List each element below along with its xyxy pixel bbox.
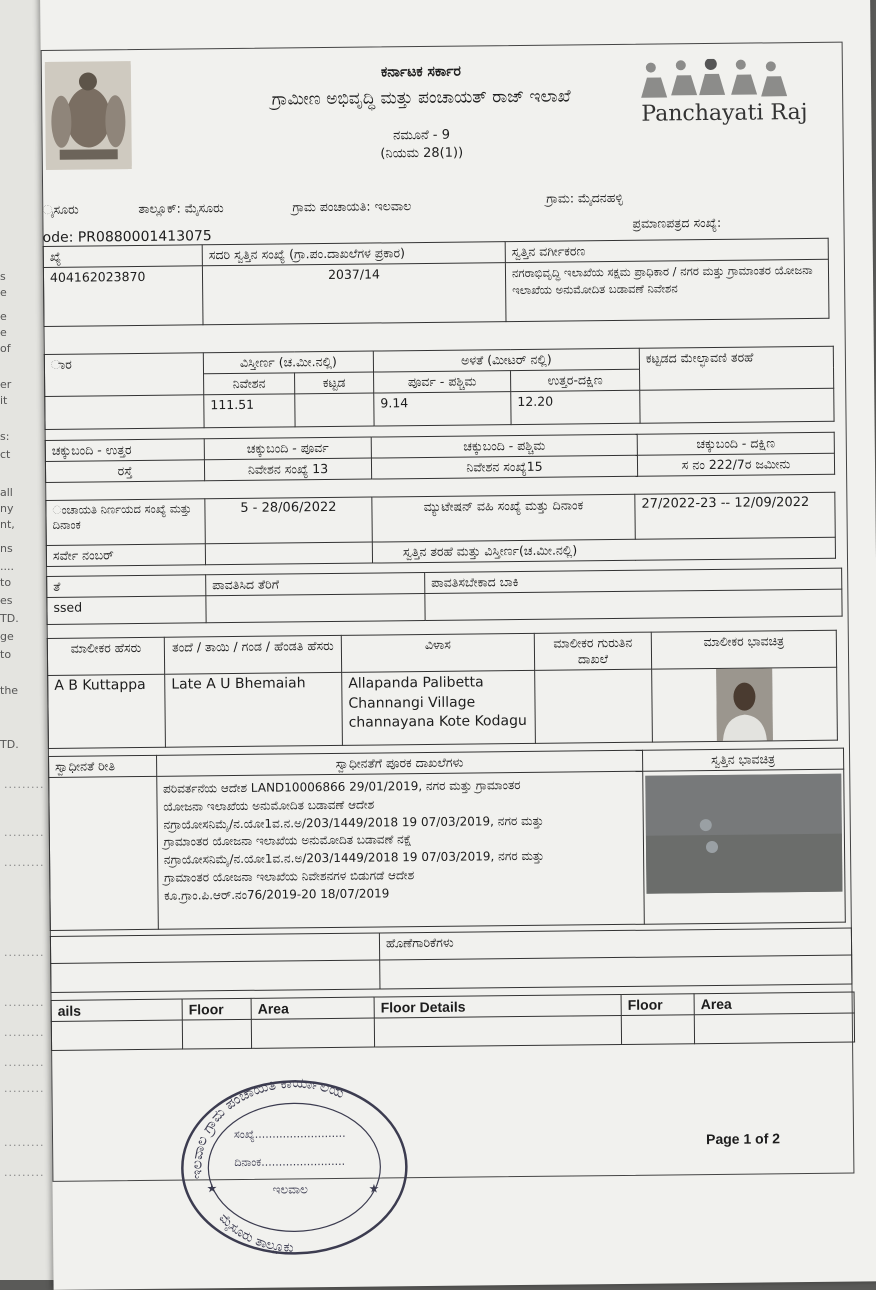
property-type-header: ಾರ — [44, 353, 203, 397]
owner-name-header: ಮಾಲೀಕರ ಹೆಸರು — [47, 637, 164, 675]
doc-line: ನಗ್ರಾಯೋಸನಿಮೈ/ನ.ಯೋ1ವ.ನ.ಅ/203/1449/2018 19 07/03/2019, ನಗರ ಮತ್ತು — [163, 848, 545, 867]
property-photo — [645, 774, 842, 894]
district-label: ೖಸೂರು — [42, 201, 79, 217]
property-id-header: ಖ್ಯೆ — [43, 245, 202, 268]
margin-fragment: s — [0, 270, 6, 283]
karnataka-emblem-icon — [45, 61, 132, 170]
tax-assessed-label: ssed — [47, 596, 206, 625]
doc-line: ಕೂ.ಗ್ರಾಂ.ಪಿ.ಆರ್.ನಂ76/2019-20 18/07/2019 — [164, 885, 390, 903]
margin-fragment: s: — [0, 430, 10, 443]
site-area-header: ನಿವೇಶನ — [204, 373, 295, 395]
margin-fragment: ct — [0, 448, 11, 461]
mutation-header: ಮ್ಯುಟೇಷನ್ ವಹಿ ಸಂಖ್ಯೆ ಮತ್ತು ದಿನಾಂಕ — [372, 494, 635, 542]
taluk-label: ತಾಲ್ಲೂಕ್: ಮೈಸೂರು — [138, 200, 224, 216]
page-number: Page 1 of 2 — [705, 1130, 781, 1148]
margin-fragment: of — [0, 342, 11, 355]
survey-number-header: ಸರ್ವೇ ನಂಬರ್ — [46, 544, 205, 567]
floor-details-table — [51, 992, 855, 1051]
address-line-1: Allapanda Palibetta — [348, 674, 484, 692]
boundaries-table — [45, 432, 835, 483]
certificate-page — [40, 0, 876, 1290]
acquisition-table — [48, 748, 846, 931]
owner-table — [47, 630, 838, 749]
form-number: ನಮೂನೆ - 9 — [393, 127, 451, 144]
address-line-2: Channangi Village — [348, 694, 476, 712]
tax-table — [46, 568, 842, 625]
seal-date-field: ದಿನಾಂಕ........................ — [234, 1154, 346, 1170]
floor-details-left-header: ails — [51, 999, 182, 1021]
parent-name-header: ತಂದೆ / ತಾಯಿ / ಗಂಡ / ಹೆಂಡತಿ ಹೆಸರು — [164, 635, 341, 674]
classification-header: ಸ್ವತ್ತಿನ ವರ್ಗೀಕರಣ — [505, 238, 828, 262]
north-south-header: ಉತ್ತರ-ದಕ್ಷಿಣ — [511, 369, 640, 391]
acquisition-mode-header: ಸ್ವಾಧೀನತೆ ರೀತಿ — [49, 755, 157, 777]
floor-right-header: Floor — [621, 994, 694, 1016]
resolution-value: 5 - 28/06/2022 — [205, 497, 372, 544]
west-boundary-value: ನಿವೇಶನ ಸಂಖ್ಯೆ15 — [371, 455, 637, 479]
supporting-docs-list — [157, 771, 645, 929]
east-boundary-header: ಚಕ್ಕುಬಂದಿ - ಪೂರ್ವ — [204, 437, 371, 460]
address-line-3: channayana Kote Kodagu — [348, 713, 527, 731]
gram-panchayat-label: ಗ್ರಾಮ ಪಂಚಾಯತಿ: ಇಲವಾಲ — [292, 198, 412, 215]
liabilities-header: ಹೊಣೆಗಾರಿಕೆಗಳು — [379, 928, 851, 960]
measurement-header: ಅಳತೆ (ಮೀಟರ್ ನಲ್ಲಿ) — [373, 348, 639, 372]
supporting-docs-header: ಸ್ವಾಧೀನತೆಗೆ ಪೂರಕ ದಾಖಲೆಗಳು — [156, 750, 642, 776]
panchayati-raj-logo-text: Panchayati Raj — [641, 99, 808, 127]
site-area-value: 111.51 — [204, 394, 295, 428]
property-id-value: 404162023870 — [43, 266, 203, 327]
margin-fragment: all — [0, 486, 13, 499]
margin-fragment: TD. — [0, 612, 19, 625]
seal-taluk-text: ಮೈಸೂರು ತಾಲ್ಲೂಕು — [215, 1210, 295, 1256]
floor-details-right-header: Floor Details — [374, 994, 621, 1018]
doc-line: ಯೋಜನಾ ಇಲಾಖೆಯ ಅನುಮೋದಿತ ಬಡಾವಣೆ ಆದೇಶ — [163, 797, 375, 814]
south-boundary-value: ಸ ನಂ 222/7ರ ಜಮೀನು — [637, 453, 834, 476]
margin-fragment: ge — [0, 630, 14, 643]
margin-fragment: TD. — [0, 738, 19, 751]
rule-reference: (ನಿಯಮ 28(1)) — [380, 145, 464, 162]
building-area-value — [295, 393, 374, 427]
seal-star-icon: ★ — [368, 1181, 380, 1196]
area-left-header: Area — [251, 997, 374, 1019]
margin-fragment: to — [0, 648, 12, 661]
dimensions-table — [44, 346, 835, 430]
registered-number-header: ಸದರಿ ಸ್ವತ್ತಿನ ಸಂಖ್ಯೆ (ಗ್ರಾ.ಪಂ.ದಾಖಲೆಗಳ ಪ್ರಕಾರ) — [202, 242, 505, 266]
seal-place-text: ಇಲವಾಲ — [272, 1182, 308, 1197]
north-south-value: 12.20 — [511, 390, 640, 424]
margin-fragment: the — [0, 684, 19, 697]
margin-fragment: it — [0, 394, 8, 407]
tax-header: ತೆ — [47, 575, 206, 598]
doc-line: ಪರಿವರ್ತನೆಯ ಆದೇಶ LAND10006866 29/01/2019, ನಗರ ಮತ್ತು ಗ್ರಾಮಾಂತರ — [163, 778, 521, 796]
owner-photo-header: ಮಾಲೀಕರ ಭಾವಚಿತ್ರ — [651, 630, 836, 669]
panchayat-office-seal — [171, 1066, 413, 1259]
margin-fragment: .... — [0, 560, 14, 573]
margin-fragment: e — [0, 286, 7, 299]
doc-line: ಗ್ರಾಮಾಂತರ ಯೋಜನಾ ಇಲಾಖೆಯ ನಿವೇಶನಗಳ ಬಿಡುಗಡೆ ಆದೇಶ — [163, 867, 415, 885]
resolution-table — [45, 492, 836, 567]
south-boundary-header: ಚಕ್ಕುಬಂದಿ - ದಕ್ಷಿಣ — [637, 432, 834, 455]
margin-fragment: ny — [0, 502, 14, 515]
owner-photo — [716, 668, 773, 741]
roof-type-header: ಕಟ್ಟಡದ ಮೇಲ್ಛಾವಣಿ ತರಹೆ — [639, 346, 833, 390]
panchayati-raj-logo-icon — [637, 58, 787, 100]
liabilities-table — [50, 928, 853, 993]
margin-fragment: es — [0, 594, 13, 607]
resolution-header: ಂಚಾಯತಿ ನಿರ್ಣಯದ ಸಂಖ್ಯೆ ಮತ್ತು ದಿನಾಂಕ — [46, 499, 205, 546]
seal-number-field: ಸಂಖ್ಯೆ.......................... — [233, 1126, 346, 1142]
margin-fragment: ns — [0, 542, 13, 555]
west-boundary-header: ಚಕ್ಕುಬಂದಿ - ಪಶ್ಚಿಮ — [371, 434, 637, 458]
property-photo-header: ಸ್ವತ್ತಿನ ಭಾವಚಿತ್ರ — [642, 748, 843, 771]
seal-ring-text: ಇಲವಾಲ ಗ್ರಾಮ ಪಂಚಾಯಿತಿ ಕಾರ್ಯಾಲಯ — [189, 1074, 347, 1180]
floor-left-header: Floor — [182, 998, 251, 1020]
owner-id-header: ಮಾಲೀಕರ ಗುರುತಿನ ದಾಖಲೆ — [534, 632, 651, 670]
margin-fragment: to — [0, 576, 12, 589]
north-boundary-value: ರಸ್ತೆ — [45, 460, 204, 483]
village-label: ಗ್ರಾಮ: ಮೈದನಹಳ್ಳಿ — [546, 189, 624, 206]
doc-line: ಗ್ರಾಮಾಂತರ ಯೋಜನಾ ಇಲಾಖೆಯ ಅನುಮೋದಿತ ಬಡಾವಣೆ ನಕ್ಷೆ — [163, 832, 412, 850]
east-west-value: 9.14 — [374, 392, 511, 426]
property-type-area-header: ಸ್ವತ್ತಿನ ತರಹೆ ಮತ್ತು ವಿಸ್ತೀರ್ಣ(ಚ.ಮೀ.ನಲ್ಲಿ) — [372, 537, 835, 563]
gov-title: ಕರ್ನಾಟಕ ಸರ್ಕಾರ — [380, 63, 461, 81]
doc-line: ನಗ್ರಾಯೋಸನಿಮೈ/ನ.ಯೋ1ವ.ನ.ಅ/203/1449/2018 19 07/03/2019, ನಗರ ಮತ್ತು — [163, 813, 544, 832]
mutation-value: 27/2022-23 -- 12/09/2022 — [635, 492, 835, 539]
east-boundary-value: ನಿವೇಶನ ಸಂಖ್ಯೆ 13 — [204, 458, 371, 481]
margin-fragment: e — [0, 326, 7, 339]
property-number-table — [43, 238, 830, 327]
north-boundary-header: ಚಕ್ಕುಬಂದಿ - ಉತ್ತರ — [45, 439, 204, 462]
building-area-header: ಕಟ್ಟಡ — [295, 372, 374, 394]
tax-due-header: ಪಾವತಿಸಬೇಕಾದ ಬಾಕಿ — [425, 568, 842, 593]
registered-number-value: 2037/14 — [202, 263, 506, 325]
tax-paid-header: ಪಾವತಿಸಿದ ತೆರಿಗೆ — [206, 573, 425, 596]
margin-fragment: nt, — [0, 518, 15, 531]
east-west-header: ಪೂರ್ವ - ಪಶ್ಚಿಮ — [374, 371, 511, 393]
svg-text:ಮೈಸೂರು ತಾಲ್ಲೂಕು — [216, 1210, 295, 1257]
parent-name-value: Late A U Bhemaiah — [165, 672, 343, 747]
margin-fragment: e — [0, 310, 7, 323]
area-header: ವಿಸ್ತೀರ್ಣ (ಚ.ಮೀ.ನಲ್ಲಿ) — [203, 351, 373, 374]
margin-fragment: er — [0, 378, 12, 391]
underlying-page-edge: s e e e of er it s: ct all ny nt, ns .... to es TD. ge to the TD. ......... ......... ......... ......... ......... ......... ......... ......... ......... ......... — [0, 0, 70, 1280]
owner-name-value: A B Kuttappa — [48, 674, 166, 748]
seal-star-icon: ★ — [206, 1181, 218, 1196]
address-header: ವಿಳಾಸ — [341, 633, 534, 672]
area-right-header: Area — [694, 992, 854, 1015]
dept-title: ಗ್ರಾಮೀಣ ಅಭಿವೃದ್ಧಿ ಮತ್ತು ಪಂಚಾಯತ್ ರಾಜ್ ಇಲಾಖೆ — [271, 86, 571, 110]
address-value — [342, 670, 536, 745]
certificate-number-label: ಪ್ರಮಾಣಪತ್ರದ ಸಂಖ್ಯೆ: — [632, 214, 722, 231]
property-code: ode: PR0880001413075 — [42, 228, 212, 246]
classification-value: ನಗರಾಭಿವೃದ್ಧಿ ಇಲಾಖೆಯ ಸಕ್ಷಮ ಪ್ರಾಧಿಕಾರ / ನಗರ ಮತ್ತು ಗ್ರಾಮಾಂತರ ಯೋಜನಾ ಇಲಾಖೆಯ ಅನುಮೋದಿತ ಬಡಾವಣೆ ನಿವೇಶನ — [505, 259, 829, 321]
